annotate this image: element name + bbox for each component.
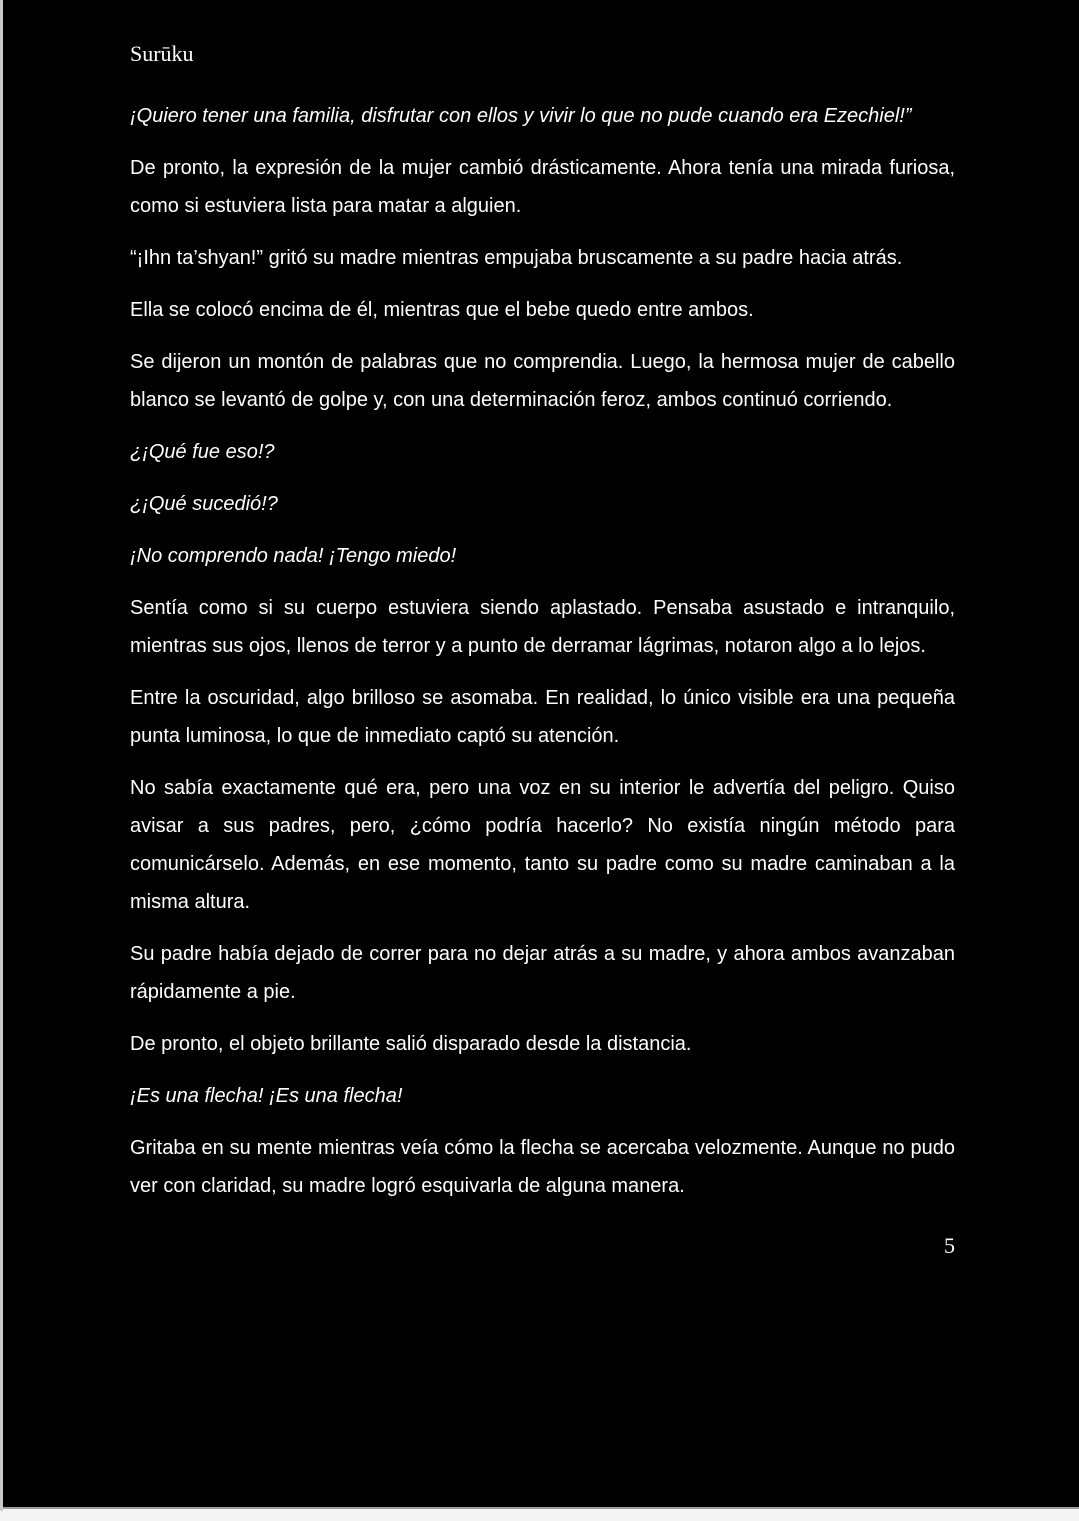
paragraph: Entre la oscuridad, algo brilloso se asomaba. En realidad, lo único visible era una pequeña punta luminosa, lo que de inmediato captó su atención. (130, 687, 955, 747)
paragraph: De pronto, la expresión de la mujer cambió drásticamente. Ahora tenía una mirada furiosa, como si estuviera lista para matar a alguien. (130, 157, 955, 217)
paragraph: “¡Ihn ta’shyan!” gritó su madre mientras empujaba bruscamente a su padre hacia atrás. (130, 247, 903, 269)
paragraph-thought: ¿¡Qué sucedió!? (130, 493, 278, 515)
paragraph: Sentía como si su cuerpo estuviera siendo aplastado. Pensaba asustado e intranquilo, mientras sus ojos, llenos de terror y a punto de derramar lágrimas, notaron algo a lo lejos. (130, 597, 955, 657)
paragraph: Se dijeron un montón de palabras que no comprendia. Luego, la hermosa mujer de cabello blanco se levantó de golpe y, con una determinación feroz, ambos continuó corriendo. (130, 351, 955, 411)
paragraph: No sabía exactamente qué era, pero una voz en su interior le advertía del peligro. Quiso avisar a sus padres, pero, ¿cómo podría hacerlo? No existía ningún método para comunicárselo. Además, en ese momento, tanto su padre como su madre caminaban a la misma altura. (130, 777, 955, 913)
paragraph: De pronto, el objeto brillante salió disparado desde la distancia. (130, 1033, 692, 1055)
paragraph-thought: ¿¡Qué fue eso!? (130, 441, 275, 463)
document-page (3, 0, 1079, 1509)
paragraph-thought: ¡No comprendo nada! ¡Tengo miedo! (130, 545, 457, 567)
paragraph: Ella se colocó encima de él, mientras que el bebe quedo entre ambos. (130, 299, 754, 321)
paragraph-quote: ¡Quiero tener una familia, disfrutar con ellos y vivir lo que no pude cuando era Ezechiel!” (130, 105, 912, 127)
paragraph: Su padre había dejado de correr para no dejar atrás a su madre, y ahora ambos avanzaban rápidamente a pie. (130, 943, 955, 1003)
paragraph: Gritaba en su mente mientras veía cómo la flecha se acercaba velozmente. Aunque no pudo ver con claridad, su madre logró esquivarla de alguna manera. (130, 1137, 955, 1197)
page-header-title: Surūku (130, 41, 194, 66)
page-number: 5 (944, 1233, 955, 1258)
paragraph-thought: ¡Es una flecha! ¡Es una flecha! (130, 1085, 403, 1107)
